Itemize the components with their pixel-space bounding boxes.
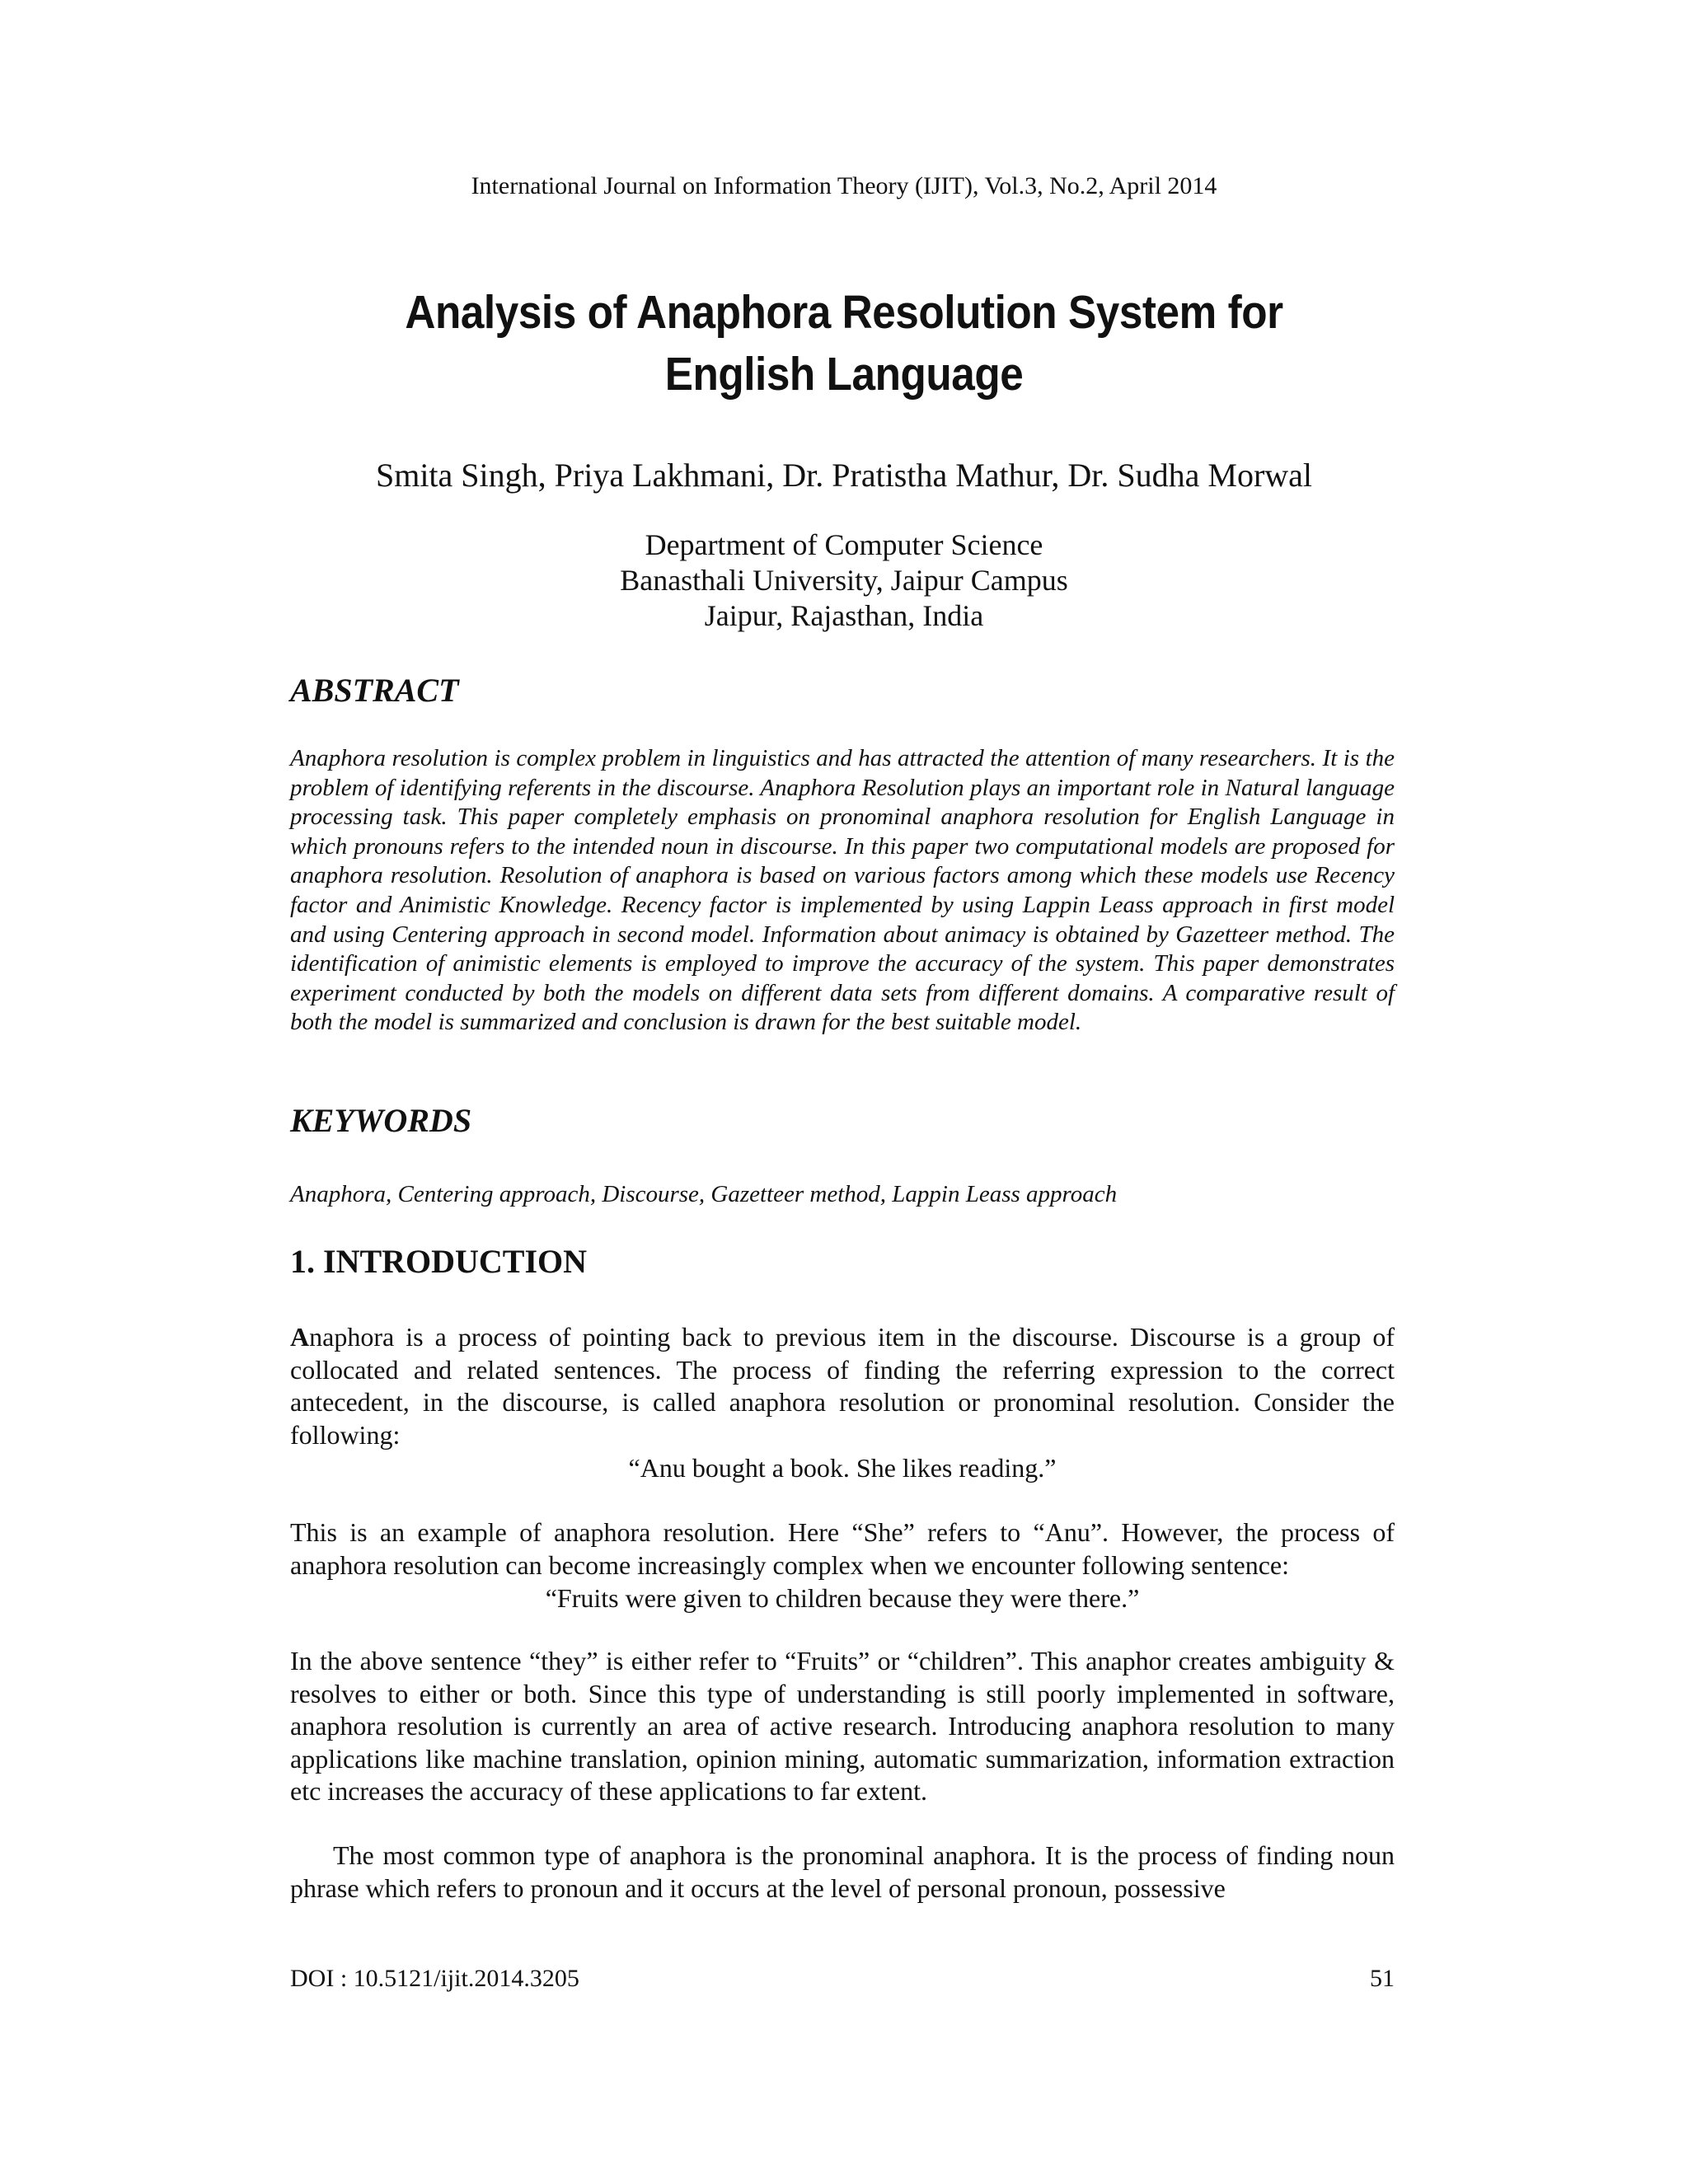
introduction-heading: 1. INTRODUCTION [290, 1243, 588, 1280]
example-quote-2: “Fruits were given to children because they were there.” [545, 1583, 1140, 1613]
introduction-paragraph-1 [290, 1321, 1395, 1451]
affiliation-university: Banasthali University, Jaipur Campus [620, 564, 1068, 597]
journal-header: International Journal on Information Theory (IJIT), Vol.3, No.2, April 2014 [471, 172, 1217, 199]
paper-title-line-2: English Language [664, 348, 1024, 401]
affiliation-department: Department of Computer Science [645, 528, 1043, 561]
paragraph-initial-letter: A [290, 1322, 310, 1352]
footer-page-number: 51 [1370, 1965, 1395, 1992]
author-list: Smita Singh, Priya Lakhmani, Dr. Pratistha Mathur, Dr. Sudha Morwal [375, 457, 1313, 494]
abstract-heading: ABSTRACT [290, 672, 459, 709]
introduction-paragraph-4: The most common type of anaphora is the pronominal anaphora. It is the process of finding noun phrase which refers to pronoun and it occurs at the level of personal pronoun, possessive [290, 1840, 1395, 1903]
abstract-text: Anaphora resolution is complex problem in linguistics and has attracted the attention of many researchers. It is the problem of identifying referents in the discourse. Anaphora Resolution plays an important role in Natural language processing task. This paper completely emphasis on pronominal anaphora resolution for English Language in which pronouns refers to the intended noun in discourse. In this paper two computational models are proposed for anaphora resolution. Resolution of anaphora is based on various factors among which these models use Recency factor and Animistic Knowledge. Recency factor is implemented by using Lappin Leass approach in first model and using Centering approach in second model. Information about animacy is obtained by Gazetteer method. The identification of animistic elements is employed to improve the accuracy of the system. This paper demonstrates experiment conducted by both the models on different data sets from different domains. A comparative result of both the model is summarized and conclusion is drawn for the best suitable model. [290, 745, 1395, 1036]
footer-doi: DOI : 10.5121/ijit.2014.3205 [290, 1965, 579, 1992]
affiliation-location: Jaipur, Rajasthan, India [704, 599, 984, 632]
affiliation-block [0, 527, 1688, 634]
paper-title-line-1: Analysis of Anaphora Resolution System for [405, 286, 1283, 339]
introduction-paragraph-2: This is an example of anaphora resolution. Here “She” refers to “Anu”. However, the process of anaphora resolution can become increasingly complex when we encounter following sentence: [290, 1517, 1395, 1580]
introduction-paragraph-1-text: naphora is a process of pointing back to previous item in the discourse. Discourse is a group of collocated and related sentences. The process of finding the referring expression to the correct antecedent, in the discourse, is called anaphora resolution or pronominal resolution. Consider the following: [290, 1322, 1395, 1450]
keywords-text: Anaphora, Centering approach, Discourse, Gazetteer method, Lappin Leass approach [290, 1181, 1118, 1207]
example-quote-1: “Anu bought a book. She likes reading.” [628, 1453, 1057, 1483]
introduction-paragraph-3: In the above sentence “they” is either refer to “Fruits” or “children”. This anaphor creates ambiguity & resolves to either or both. Since this type of understanding is still poorly implemented in software, anaphora resolution is currently an area of active research. Introducing anaphora resolution to many applications like machine translation, opinion mining, automatic summarization, information extraction etc increases the accuracy of these applications to far extent. [290, 1646, 1395, 1807]
paper-title [351, 282, 1336, 405]
keywords-heading: KEYWORDS [290, 1102, 472, 1139]
